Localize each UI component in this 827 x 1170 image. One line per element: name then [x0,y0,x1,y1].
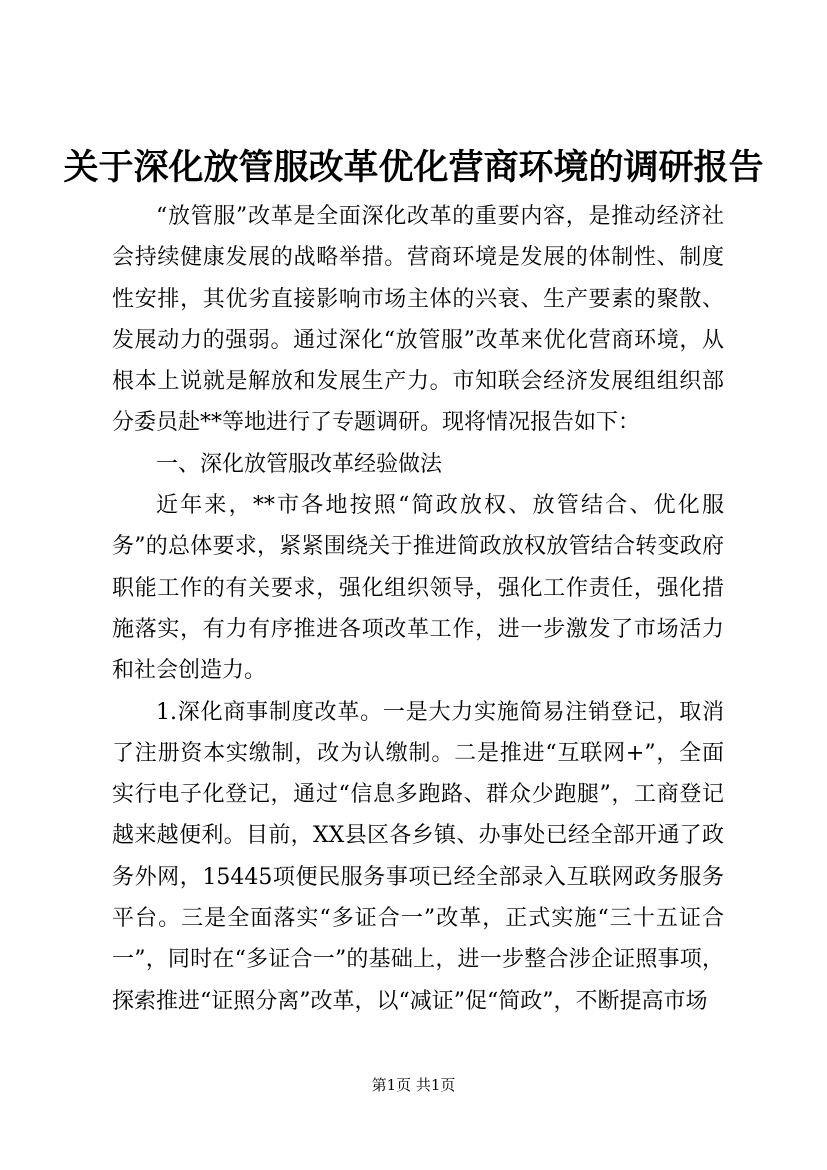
document-body [112,196,724,1022]
page-footer: 第1页 共1页 [371,1076,456,1094]
paragraph-intro: “放管服”改革是全面深化改革的重要内容，是推动经济社会持续健康发展的战略举措。营商环境是发展的体制性、制度性安排，其优劣直接影响市场主体的兴衰、生产要素的聚散、发展动力的强弱。通过深化“放管服”改革来优化营商环境，从根本上说就是解放和发展生产力。市知联会经济发展组组织部分委员赴**等地进行了专题调研。现将情况报告如下： [112,204,724,436]
section-heading: 一、深化放管服改革经验做法 [156,451,443,477]
paragraph-item-1: 1.深化商事制度改革。一是大力实施简易注销登记，取消了注册资本实缴制，改为认缴制。二是推进“互联网+”，全面实行电子化登记，通过“信息多跑路、群众少跑腿”，工商登记越来越便利。目前，XX县区各乡镇、办事处已经全部开通了政务外网，15445项便民服务事项已经全部录入互联网政务服务平台。三是全面落实“多证合一”改革，正式实施“三十五证合一”，同时在“多证合一”的基础上，进一步整合涉企证照事项，探索推进“证照分离”改革，以“减证”促“简政”，不断提高市场 [112,699,724,1014]
paragraph-overview: 近年来，**市各地按照“简政放权、放管结合、优化服务”的总体要求，紧紧围绕关于推进简政放权放管结合转变政府职能工作的有关要求，强化组织领导，强化工作责任，强化措施落实，有力有序推进各项改革工作，进一步激发了市场活力和社会创造力。 [112,493,724,684]
document-title: 关于深化放管服改革优化营商环境的调研报告 [63,147,764,188]
